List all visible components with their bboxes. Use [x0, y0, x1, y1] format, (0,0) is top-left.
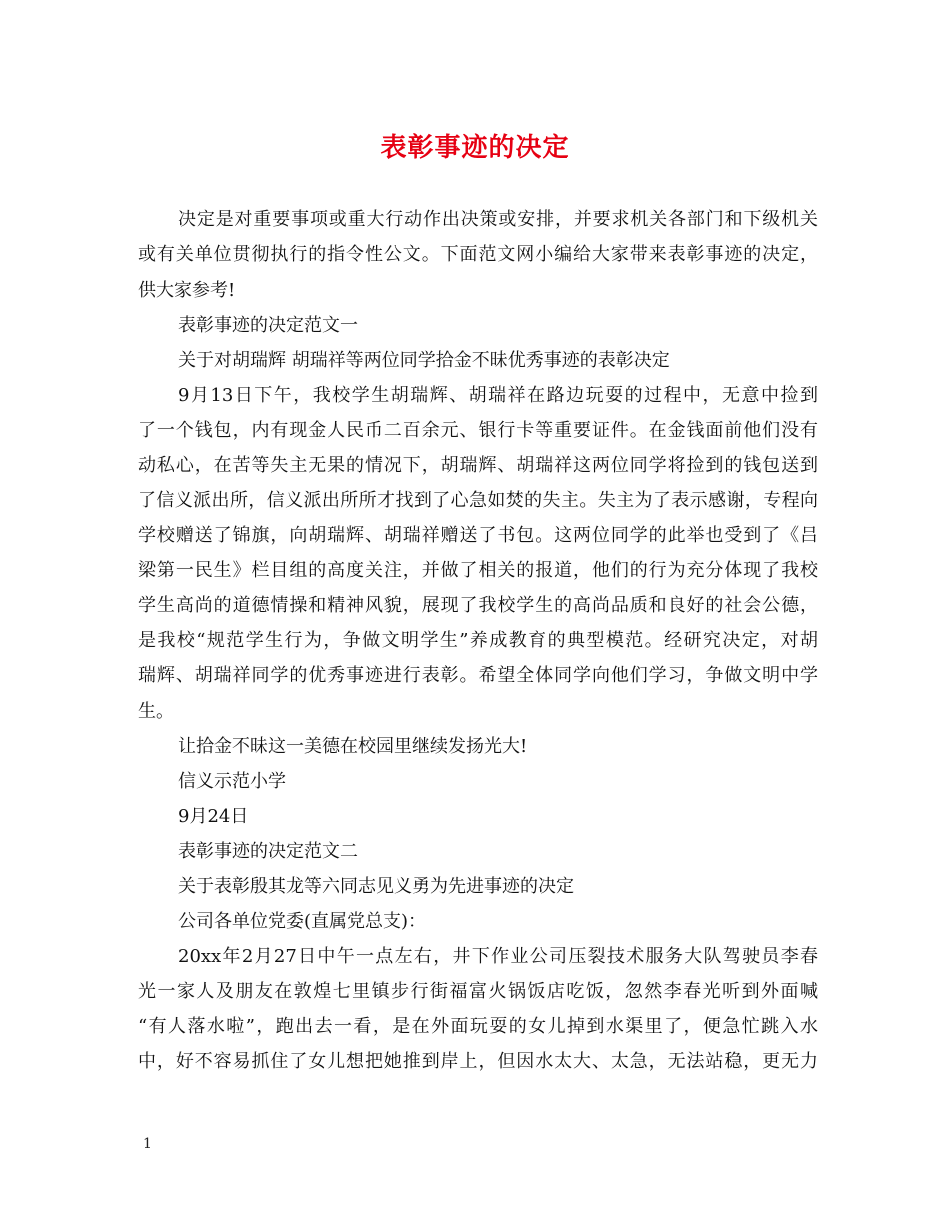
section-heading: 表彰事迹的决定范文一	[178, 315, 358, 336]
text-line: 了一个钱包，内有现金人民币二百余元、银行卡等重要证件。在金钱面前他们没有	[138, 420, 818, 441]
text-line: 关于对胡瑞辉 胡瑞祥等两位同学拾金不昧优秀事迹的表彰决定	[178, 350, 670, 371]
text-line: 光一家人及朋友在敦煌七里镇步行街福富火锅饭店吃饭，忽然李春光听到外面喊	[138, 981, 818, 1002]
text-line: 是我校“规范学生行为，争做文明学生”养成教育的典型模范。经研究决定，对胡	[138, 630, 818, 651]
document-title: 表彰事迹的决定	[380, 133, 570, 163]
text-line: 生。	[138, 701, 174, 722]
text-line: 关于表彰殷其龙等六同志见义勇为先进事迹的决定	[178, 876, 574, 897]
text-line: 供大家参考!	[138, 280, 236, 301]
text-line: 9月13日下午，我校学生胡瑞辉、胡瑞祥在路边玩耍的过程中，无意中捡到	[178, 385, 818, 406]
text-line: 20xx年2月27日中午一点左右，井下作业公司压裂技术服务大队驾驶员李春	[178, 946, 818, 967]
text-line: 公司各单位党委(直属党总支)：	[178, 911, 427, 932]
text-line: 瑞辉、胡瑞祥同学的优秀事迹进行表彰。希望全体同学向他们学习，争做文明中学	[138, 665, 818, 686]
text-line: 决定是对重要事项或重大行动作出决策或安排，并要求机关各部门和下级机关	[178, 209, 818, 230]
date-line: 9月24日	[178, 806, 249, 827]
text-line: 让拾金不昧这一美德在校园里继续发扬光大!	[178, 736, 528, 757]
text-line: 学校赠送了锦旗，向胡瑞辉、胡瑞祥赠送了书包。这两位同学的此举也受到了《吕	[138, 525, 818, 546]
page-number: 1	[143, 1136, 152, 1152]
section-heading: 表彰事迹的决定范文二	[178, 841, 358, 862]
text-line: 梁第一民生》栏目组的高度关注，并做了相关的报道，他们的行为充分体现了我校	[138, 560, 818, 581]
text-line: 中，好不容易抓住了女儿想把她推到岸上，但因水太大、太急，无法站稳，更无力	[138, 1051, 818, 1072]
text-line: “有人落水啦”，跑出去一看，是在外面玩耍的女儿掉到水渠里了，便急忙跳入水	[138, 1016, 818, 1037]
text-line: 动私心，在苦等失主无果的情况下，胡瑞辉、胡瑞祥这两位同学将捡到的钱包送到	[138, 455, 818, 476]
text-line: 学生高尚的道德情操和精神风貌，展现了我校学生的高尚品质和良好的社会公德，	[138, 595, 818, 616]
text-line: 了信义派出所，信义派出所所才找到了心急如焚的失主。失主为了表示感谢，专程向	[138, 490, 818, 511]
text-line: 或有关单位贯彻执行的指令性公文。下面范文网小编给大家带来表彰事迹的决定，	[138, 244, 818, 265]
signature-line: 信义示范小学	[178, 771, 286, 792]
